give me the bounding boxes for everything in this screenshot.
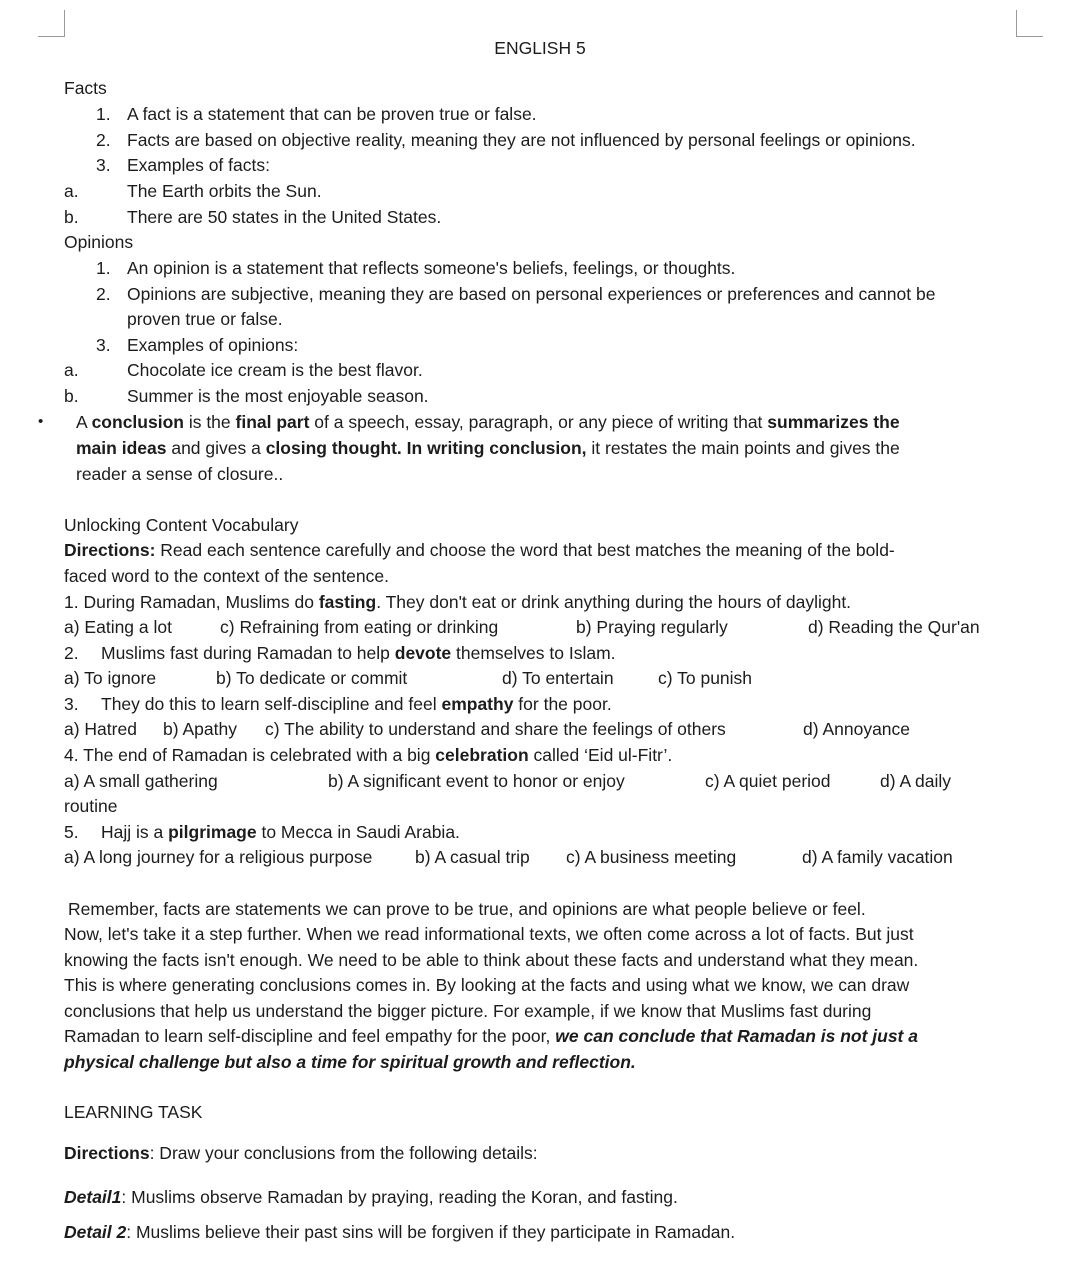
- facts-example-b: b. There are 50 states in the United States.: [64, 207, 442, 227]
- vocab-directions-line-1: Directions: Read each sentence carefully and choose the word that best matches the meaning of the bold-: [64, 540, 895, 560]
- question-3-option-c: c) The ability to understand and share the feelings of others: [265, 719, 726, 739]
- facts-item-3: 3. Examples of facts:: [96, 155, 270, 175]
- vocab-heading: Unlocking Content Vocabulary: [64, 515, 299, 535]
- question-4-option-d-wrap: routine: [64, 796, 118, 816]
- remember-line-7: physical challenge but also a time for spiritual growth and reflection.: [64, 1052, 636, 1072]
- remember-line-2: Now, let's take it a step further. When we read informational texts, we often come across a lot of facts. But just: [64, 924, 914, 944]
- facts-heading: Facts: [64, 78, 107, 98]
- remember-line-4: This is where generating conclusions comes in. By looking at the facts and using what we know, we can draw: [64, 975, 910, 995]
- question-1-option-d: d) Reading the Qur'an: [808, 617, 980, 637]
- question-3: 3. They do this to learn self-discipline and feel empathy for the poor.: [64, 694, 612, 714]
- question-5-option-a: a) A long journey for a religious purpose: [64, 847, 373, 867]
- facts-item-1: 1. A fact is a statement that can be proven true or false.: [96, 104, 537, 124]
- question-2-option-c: c) To punish: [658, 668, 753, 688]
- detail-1: Detail1: Muslims observe Ramadan by praying, reading the Koran, and fasting.: [64, 1187, 678, 1207]
- opinions-item-1: 1. An opinion is a statement that reflects someone's beliefs, feelings, or thoughts.: [96, 258, 736, 278]
- learning-task-heading: LEARNING TASK: [64, 1102, 203, 1122]
- question-5-option-c: c) A business meeting: [566, 847, 737, 867]
- question-2: 2. Muslims fast during Ramadan to help devote themselves to Islam.: [64, 643, 616, 663]
- opinions-example-a: a. Chocolate ice cream is the best flavor.: [64, 360, 423, 380]
- remember-line-1: Remember, facts are statements we can prove to be true, and opinions are what people believe or feel.: [68, 899, 866, 919]
- conclusion-line-1: A conclusion is the final part of a speech, essay, paragraph, or any piece of writing that summarizes the: [76, 412, 900, 432]
- remember-line-6: Ramadan to learn self-discipline and feel empathy for the poor, we can conclude that Ramadan is not just a: [64, 1026, 918, 1046]
- facts-example-a: a. The Earth orbits the Sun.: [64, 181, 322, 201]
- question-4-option-b: b) A significant event to honor or enjoy: [328, 771, 625, 791]
- remember-line-5: conclusions that help us understand the bigger picture. For example, if we know that Muslims fast during: [64, 1001, 872, 1021]
- question-4-option-c: c) A quiet period: [705, 771, 831, 791]
- question-1-option-a: a) Eating a lot: [64, 617, 172, 637]
- opinions-item-3: 3. Examples of opinions:: [96, 335, 299, 355]
- conclusion-line-3: reader a sense of closure..: [76, 464, 284, 484]
- question-3-option-a: a) Hatred: [64, 719, 137, 739]
- question-5-option-d: d) A family vacation: [802, 847, 953, 867]
- opinions-item-2: 2. Opinions are subjective, meaning they are based on personal experiences or preferences and cannot be: [96, 284, 936, 304]
- question-4-option-d: d) A daily: [880, 771, 952, 791]
- question-1-option-c: c) Refraining from eating or drinking: [220, 617, 499, 637]
- question-1: 1. During Ramadan, Muslims do fasting. They don't eat or drink anything during the hours of daylight.: [64, 592, 852, 612]
- crop-mark-top-left: [38, 10, 65, 37]
- opinions-heading: Opinions: [64, 232, 134, 252]
- remember-line-3: knowing the facts isn't enough. We need to be able to think about these facts and understand what they mean.: [64, 950, 919, 970]
- question-2-option-b: b) To dedicate or commit: [216, 668, 408, 688]
- question-2-option-d: d) To entertain: [502, 668, 614, 688]
- opinions-item-2-cont: proven true or false.: [127, 309, 283, 329]
- question-3-option-d: d) Annoyance: [803, 719, 911, 739]
- question-1-option-b: b) Praying regularly: [576, 617, 728, 637]
- conclusion-line-2: main ideas and gives a closing thought. In writing conclusion, it restates the main points and gives the: [76, 438, 900, 458]
- detail-2: Detail 2: Muslims believe their past sins will be forgiven if they participate in Ramadan.: [64, 1222, 736, 1242]
- learning-task-directions: Directions: Draw your conclusions from the following details:: [64, 1143, 538, 1163]
- question-4: 4. The end of Ramadan is celebrated with a big celebration called ‘Eid ul-Fitr’.: [64, 745, 673, 765]
- crop-mark-top-right: [1016, 10, 1043, 37]
- question-5: 5. Hajj is a pilgrimage to Mecca in Saudi Arabia.: [64, 822, 460, 842]
- vocab-directions-line-2: faced word to the context of the sentence.: [64, 566, 389, 586]
- opinions-example-b: b. Summer is the most enjoyable season.: [64, 386, 429, 406]
- question-2-option-a: a) To ignore: [64, 668, 157, 688]
- page-title: ENGLISH 5: [494, 38, 586, 58]
- facts-item-2: 2. Facts are based on objective reality, meaning they are not influenced by personal feelings or opinions.: [96, 130, 916, 150]
- question-4-option-a: a) A small gathering: [64, 771, 218, 791]
- question-5-option-b: b) A casual trip: [415, 847, 530, 867]
- question-3-option-b: b) Apathy: [163, 719, 237, 739]
- bullet-icon: •: [38, 413, 44, 430]
